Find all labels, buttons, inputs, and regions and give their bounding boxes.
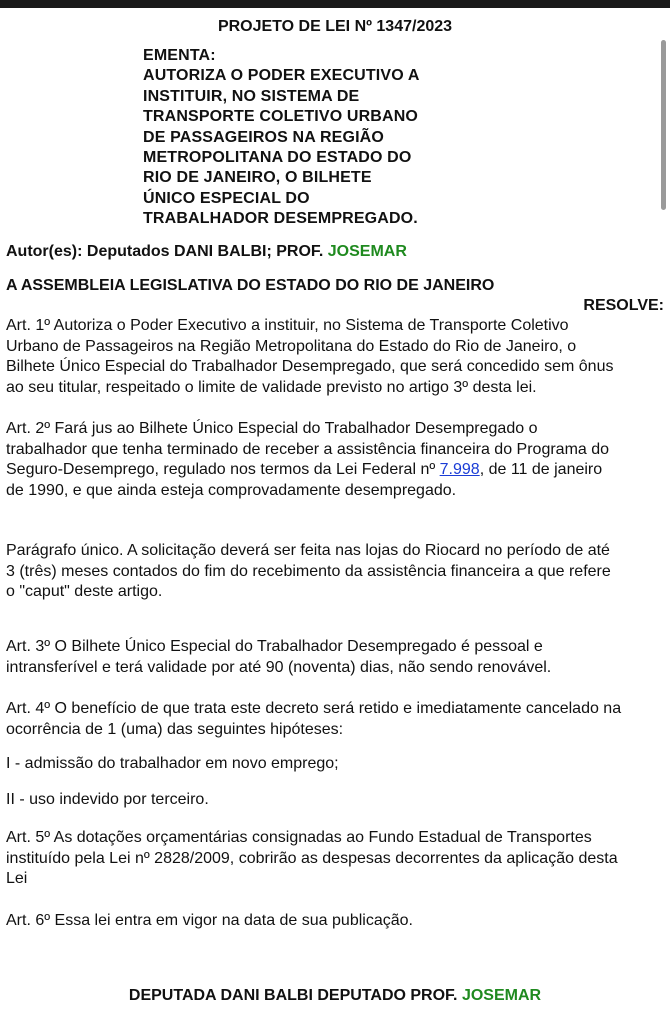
article-line: ao seu titular, respeitado o limite de validade previsto no artigo 3º desta lei. [6,378,537,396]
article-line: trabalhador que tenha terminado de receber a assistência financeira do Programa do [6,440,610,458]
article-line [6,460,666,481]
ementa-line: TRABALHADOR DESEMPREGADO. [143,210,418,228]
article-line: Bilhete Único Especial do Trabalhador Desempregado, que será concedido sem ônus [6,358,614,376]
ementa-heading: EMENTA: [143,47,216,64]
author-highlight: JOSEMAR [327,243,407,260]
article-line: Urbano de Passageiros na Região Metropolitana do Estado do Rio de Janeiro, o [6,337,577,355]
authors-prefix: Autor(es): Deputados DANI BALBI; PROF. [6,243,328,260]
article-1 [6,316,666,398]
article-line: Art. 4º O benefício de que trata este decreto será retido e imediatamente cancelado na [6,700,622,717]
bill-title: PROJETO DE LEI Nº 1347/2023 [217,18,453,35]
article-line: Art. 2º Fará jus ao Bilhete Único Especial do Trabalhador Desempregado o [6,420,538,437]
article-line: Art. 5º As dotações orçamentárias consignadas ao Fundo Estadual de Transportes [6,829,592,846]
signature-highlight: JOSEMAR [461,987,542,1004]
article-line: Parágrafo único. A solicitação deverá ser feita nas lojas do Riocard no período de até [6,542,610,559]
article-line: Lei [6,870,28,888]
article-line: Art. 3º O Bilhete Único Especial do Trabalhador Desempregado é pessoal e [6,638,543,655]
article-6 [6,911,666,932]
ementa-line: TRANSPORTE COLETIVO URBANO [143,108,419,126]
ementa-line: ÚNICO ESPECIAL DO [143,189,310,207]
article-5 [6,828,666,890]
top-status-bar [0,0,670,8]
resolve-label: RESOLVE: [583,297,664,314]
article-line: de 1990, e que ainda esteja comprovadamente desempregado. [6,481,457,499]
law-link[interactable]: 7.998 [439,461,480,479]
ementa-line: RIO DE JANEIRO, O BILHETE [143,169,372,187]
article-line: ocorrência de 1 (uma) das seguintes hipóteses: [6,720,344,738]
article-text: Seguro-Desemprego, regulado nos termos da Lei Federal nº [6,461,440,479]
signature-line [0,986,670,1006]
signature-prefix: DEPUTADA DANI BALBI DEPUTADO PROF. [128,987,462,1004]
article-line: 3 (três) meses contados do fim do recebimento da assistência financeira a que refere [6,562,611,580]
item-ii [6,790,666,811]
article-line: instituído pela Lei nº 2828/2009, cobrirão as despesas decorrentes da aplicação desta [6,849,618,867]
authors-line [6,242,407,262]
article-line: intransferível e terá validade por até 90 (noventa) dias, não sendo renovável. [6,658,552,676]
sole-paragraph [6,541,666,603]
ementa-line: METROPOLITANA DO ESTADO DO [143,149,412,167]
article-line: II - uso indevido por terceiro. [6,791,209,808]
article-4 [6,699,666,740]
item-i [6,754,666,775]
article-3 [6,637,666,678]
article-line: o "caput" deste artigo. [6,583,163,601]
ementa-line: AUTORIZA O PODER EXECUTIVO A [143,67,420,85]
article-line: Art. 6º Essa lei entra em vigor na data de sua publicação. [6,912,413,929]
article-line: Art. 1º Autoriza o Poder Executivo a instituir, no Sistema de Transporte Coletivo [6,317,569,334]
assembly-heading: A ASSEMBLEIA LEGISLATIVA DO ESTADO DO RIO DE JANEIRO [6,277,495,294]
ementa-line: DE PASSAGEIROS NA REGIÃO [143,128,384,146]
ementa-block [143,46,463,230]
article-2 [6,419,666,501]
article-line: I - admissão do trabalhador em novo emprego; [6,755,339,772]
article-text: , de 11 de janeiro [479,461,603,479]
scrollbar[interactable] [661,40,666,210]
ementa-line: INSTITUIR, NO SISTEMA DE [143,87,360,105]
